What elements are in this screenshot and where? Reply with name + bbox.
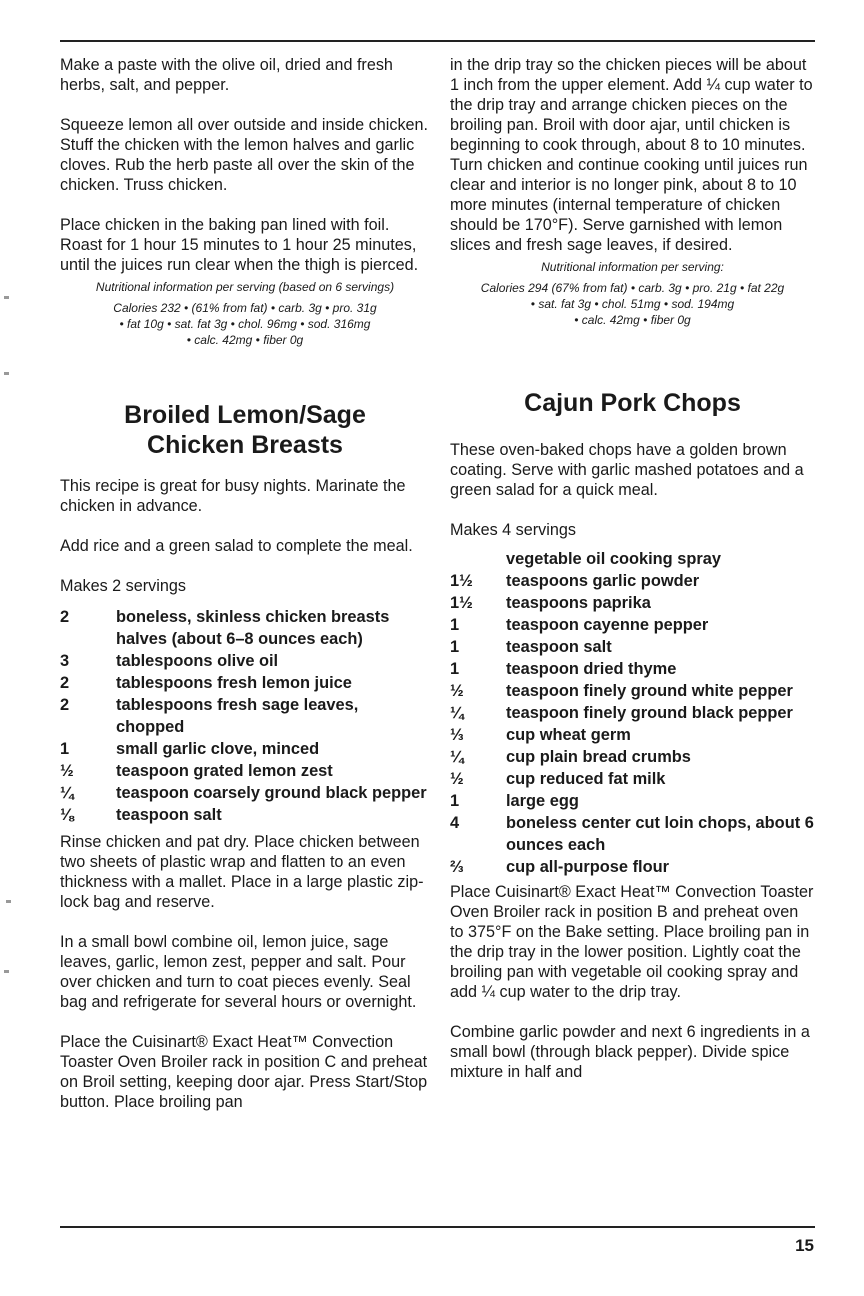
nutrition-line: • fat 10g • sat. fat 3g • chol. 96mg • sod. 316mg <box>119 317 371 331</box>
ingredient-row <box>450 658 815 680</box>
ingredient-row <box>60 694 430 738</box>
nutrition-line: • calc. 42mg • fiber 0g <box>574 313 691 327</box>
ingredient-row <box>60 760 430 782</box>
ingredient-row <box>450 570 815 592</box>
ingredient-row <box>60 782 430 804</box>
ingredient-name: teaspoons paprika <box>506 594 651 612</box>
recipe-title-line: Chicken Breasts <box>147 431 343 459</box>
recipe-title: Cajun Pork Chops <box>524 389 741 417</box>
recipe-step: Place the Cuisinart® Exact Heat™ Convection Toaster Oven Broiler rack in position C and preheat on Broil setting, keeping door ajar. Press Start/Stop button. Place broiling pan <box>60 1033 428 1111</box>
ingredient-qty: 2 <box>60 608 70 626</box>
continued-paragraph: in the drip tray so the chicken pieces will be about 1 inch from the upper element. Add ¼ cup water to the drip tray and arrange chicken pieces on the broiling pan. Broil with door ajar, until chicken is beginning to cook through, about 8 to 10 minutes. Turn chicken and continue cooking until juices run clear and interior is no longer pink, about 8 to 10 more minutes (internal temperature of chicken should be 170°F). Serve garnished with lemon slices and fresh sage leaves, if desired. <box>450 56 813 254</box>
recipe-title-line: Broiled Lemon/Sage <box>124 401 366 429</box>
ingredient-qty: ⅓ <box>450 726 464 744</box>
ingredient-qty <box>450 548 506 570</box>
nutrition-info <box>60 279 430 348</box>
ingredient-row <box>450 702 815 724</box>
ingredient-row <box>60 804 430 826</box>
ingredient-qty: ½ <box>450 682 464 700</box>
recipe-intro: These oven-baked chops have a golden brown coating. Serve with garlic mashed potatoes and a green salad for a quick meal. <box>450 441 804 499</box>
nutrition-line: • sat. fat 3g • chol. 51mg • sod. 194mg <box>530 297 735 311</box>
ingredient-name: teaspoons garlic powder <box>506 572 700 590</box>
ingredient-list <box>450 548 815 878</box>
intro-paragraph: Squeeze lemon all over outside and inside chicken. Stuff the chicken with the lemon halves and garlic cloves. Rub the herb paste all over the skin of the chicken. Truss chicken. <box>60 116 429 194</box>
ingredient-name: teaspoon dried thyme <box>506 660 677 678</box>
ingredient-row <box>450 724 815 746</box>
ingredient-name: small garlic clove, minced <box>116 740 320 758</box>
ingredient-qty: 1 <box>450 638 460 656</box>
ingredient-name: boneless center cut loin chops, about 6 ounces each <box>506 814 814 854</box>
recipe-step: Combine garlic powder and next 6 ingredients in a small bowl (through black pepper). Divide spice mixture in half and <box>450 1023 810 1081</box>
ingredient-qty: ⅛ <box>60 806 74 824</box>
servings: Makes 4 servings <box>450 521 576 539</box>
ingredient-row <box>450 790 815 812</box>
ingredient-name: large egg <box>506 792 579 810</box>
ingredient-row <box>450 768 815 790</box>
page-number: 15 <box>795 1236 814 1255</box>
recipe-step: Rinse chicken and pat dry. Place chicken between two sheets of plastic wrap and flatten to an even thickness with a mallet. Place in a large plastic zip-lock bag and reserve. <box>60 833 424 911</box>
ingredient-row <box>450 812 815 856</box>
ingredient-name: teaspoon coarsely ground black pepper <box>116 784 427 802</box>
ingredient-row <box>60 672 430 694</box>
ingredient-qty: ¼ <box>450 748 464 766</box>
ingredient-name: tablespoons fresh lemon juice <box>116 674 352 692</box>
ingredient-row <box>450 680 815 702</box>
nutrition-info <box>450 259 815 328</box>
ingredient-name: teaspoon salt <box>116 806 222 824</box>
ingredient-row <box>60 650 430 672</box>
ingredient-name: boneless, skinless chicken breasts halves (about 6–8 ounces each) <box>116 608 390 648</box>
ingredient-name: cup wheat germ <box>506 726 631 744</box>
servings: Makes 2 servings <box>60 577 186 595</box>
top-rule <box>60 40 815 42</box>
ingredient-name: vegetable oil cooking spray <box>506 550 721 568</box>
ingredient-name: teaspoon finely ground white pepper <box>506 682 793 700</box>
ingredient-name: tablespoons fresh sage leaves, chopped <box>116 696 359 736</box>
ingredient-list <box>60 606 430 826</box>
recipe-step: In a small bowl combine oil, lemon juice, sage leaves, garlic, lemon zest, pepper and salt. Pour over chicken and turn to coat pieces evenly. Seal bag and refrigerate for several hours or overnight. <box>60 933 417 1011</box>
left-column <box>60 55 430 1132</box>
scan-mark <box>6 900 11 903</box>
ingredient-qty: 2 <box>60 674 70 692</box>
ingredient-row <box>450 746 815 768</box>
nutrition-heading: Nutritional information per serving (based on 6 servings) <box>95 280 395 294</box>
nutrition-line: Calories 294 (67% from fat) • carb. 3g • pro. 21g • fat 22g <box>480 281 785 295</box>
ingredient-qty: ½ <box>60 762 74 780</box>
ingredient-qty: 4 <box>450 814 460 832</box>
ingredient-qty: 3 <box>60 652 70 670</box>
ingredient-qty: ¼ <box>450 704 464 722</box>
scan-mark <box>4 970 9 973</box>
bottom-rule <box>60 1226 815 1228</box>
recipe-intro: This recipe is great for busy nights. Marinate the chicken in advance. <box>60 477 406 515</box>
scan-mark <box>4 372 9 375</box>
ingredient-name: tablespoons olive oil <box>116 652 279 670</box>
ingredient-name: cup all-purpose flour <box>506 858 670 876</box>
recipe-title <box>60 400 430 460</box>
ingredient-name: cup plain bread crumbs <box>506 748 691 766</box>
recipe-intro: Add rice and a green salad to complete the meal. <box>60 537 413 555</box>
nutrition-heading: Nutritional information per serving: <box>541 260 724 274</box>
nutrition-line: Calories 232 • (61% from fat) • carb. 3g • pro. 31g <box>113 301 377 315</box>
ingredient-row <box>450 592 815 614</box>
scan-mark <box>4 296 9 299</box>
ingredient-name: teaspoon salt <box>506 638 612 656</box>
intro-paragraph: Place chicken in the baking pan lined with foil. Roast for 1 hour 15 minutes to 1 hour 25 minutes, until the juices run clear when the thigh is pierced. <box>60 216 419 274</box>
ingredient-qty: ¼ <box>60 784 74 802</box>
ingredient-name: cup reduced fat milk <box>506 770 666 788</box>
nutrition-line: • calc. 42mg • fiber 0g <box>186 333 304 347</box>
ingredient-name: teaspoon cayenne pepper <box>506 616 709 634</box>
ingredient-qty: 1 <box>450 660 460 678</box>
ingredient-qty: ½ <box>450 770 464 788</box>
ingredient-qty: 1 <box>60 740 70 758</box>
ingredient-qty: 1 <box>450 792 460 810</box>
ingredient-row <box>450 614 815 636</box>
intro-paragraph: Make a paste with the olive oil, dried and fresh herbs, salt, and pepper. <box>60 56 393 94</box>
ingredient-row <box>450 548 815 570</box>
ingredient-qty: 2 <box>60 696 70 714</box>
ingredient-qty: ⅔ <box>450 858 464 876</box>
ingredient-row <box>450 856 815 878</box>
ingredient-qty: 1 <box>450 616 460 634</box>
ingredient-row <box>60 606 430 650</box>
ingredient-row <box>60 738 430 760</box>
ingredient-qty: 1½ <box>450 594 473 612</box>
ingredient-name: teaspoon finely ground black pepper <box>506 704 793 722</box>
recipe-step: Place Cuisinart® Exact Heat™ Convection Toaster Oven Broiler rack in position B and preheat oven to 375°F on the Bake setting. Place broiling pan in the drip tray in the lower position. Lightly coat the broiling pan with vegetable oil cooking spray and add ¼ cup water to the drip tray. <box>450 883 814 1001</box>
ingredient-row <box>450 636 815 658</box>
ingredient-qty: 1½ <box>450 572 473 590</box>
ingredient-name: teaspoon grated lemon zest <box>116 762 333 780</box>
right-column <box>450 55 815 1102</box>
